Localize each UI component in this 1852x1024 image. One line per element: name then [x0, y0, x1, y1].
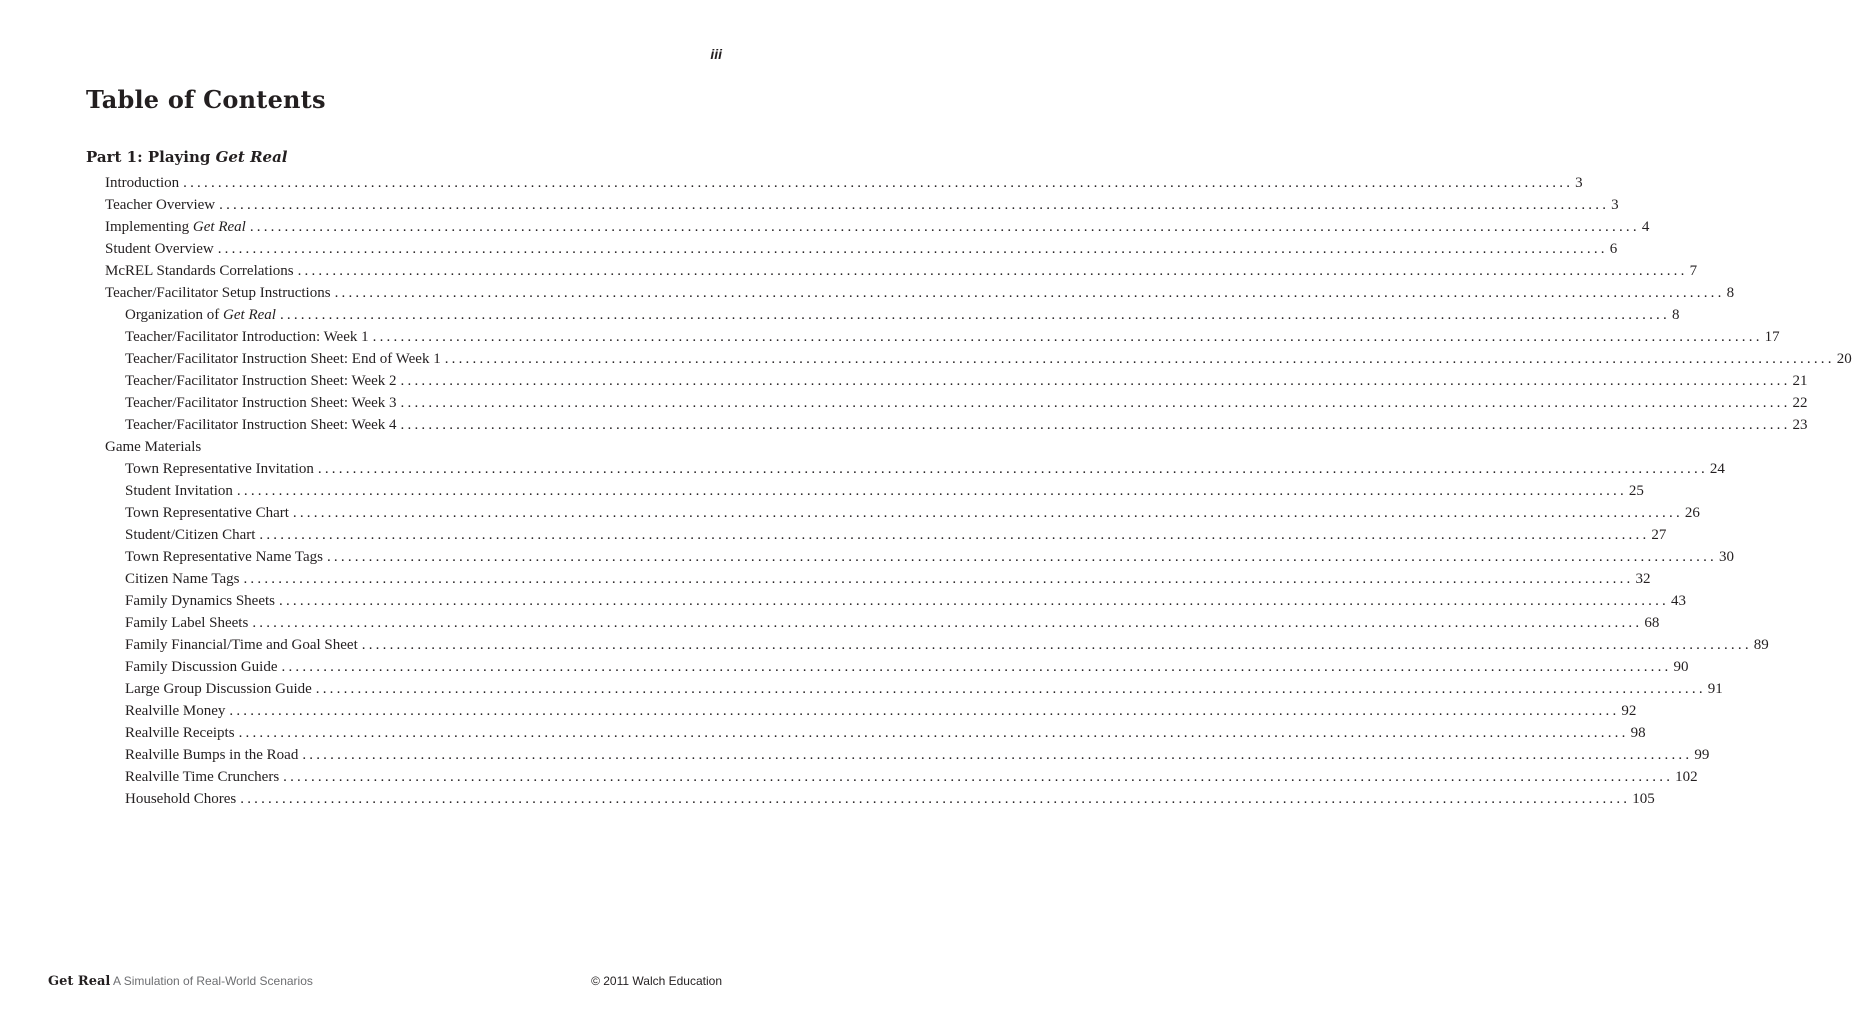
toc-entry-page: 20: [1836, 351, 1852, 367]
toc-entry[interactable]: [125, 612, 1660, 634]
toc-entry-leader: ........................................................................................................................................................................................................: [217, 241, 1608, 257]
toc-entry-label: [125, 722, 235, 744]
page-title: Table of Contents: [86, 85, 326, 114]
toc-entry-page: 8: [1726, 285, 1735, 301]
toc-entry[interactable]: [125, 678, 1723, 700]
toc-entry-label-italic: Get Real: [223, 307, 276, 323]
toc-entry-label: [125, 634, 358, 656]
toc-entry-page: 92: [1621, 703, 1637, 719]
toc-entry-page: 23: [1792, 417, 1808, 433]
toc-entry-label-text: Teacher/Facilitator Instruction Sheet: Week 4: [125, 417, 397, 433]
toc-entry-label-text: Teacher/Facilitator Instruction Sheet: End of Week 1: [125, 351, 441, 367]
toc-entry-label-text: Introduction: [105, 175, 180, 191]
toc-entry[interactable]: [125, 326, 1780, 348]
footer-subtitle: A Simulation of Real-World Scenarios: [113, 974, 313, 988]
toc-entry[interactable]: [125, 788, 1655, 810]
toc-entry-label: [125, 612, 248, 634]
toc-entry-leader: ........................................................................................................................................................................................................: [240, 791, 1631, 807]
toc-entry-leader: ........................................................................................................................................................................................................: [317, 461, 1708, 477]
toc-entry-page: 3: [1611, 197, 1619, 213]
toc-entry-label-text: Game Materials: [105, 439, 202, 455]
toc-entry[interactable]: [105, 238, 1618, 260]
toc-entry-label: [125, 744, 298, 766]
toc-entry-label: [125, 700, 225, 722]
toc-entry-label: [125, 326, 369, 348]
toc-entry-leader: ........................................................................................................................................................................................................: [281, 659, 1672, 675]
toc-entry-label-text: Implementing: [105, 219, 193, 235]
toc-entry-label: [125, 392, 397, 414]
toc-entry-label-text: Realville Bumps in the Road: [125, 747, 299, 763]
toc-entry-leader: ........................................................................................................................................................................................................: [279, 593, 1669, 609]
toc-entry-label: [125, 480, 233, 502]
toc-entry-label: [105, 172, 179, 194]
toc-entry-page: 68: [1644, 615, 1660, 631]
toc-entry-label: [125, 590, 275, 612]
toc-entry-page: 30: [1718, 549, 1734, 565]
toc-entry-label: [125, 766, 279, 788]
toc-entry-label-text: Teacher Overview: [105, 197, 216, 213]
toc-entry[interactable]: [125, 304, 1680, 326]
toc-entry[interactable]: [125, 414, 1808, 436]
footer-brand: Get Real: [48, 974, 111, 989]
toc-entry-label-text: Town Representative Chart: [125, 505, 289, 521]
toc-entry-page: 43: [1671, 593, 1686, 609]
page-number: iii: [710, 46, 722, 62]
toc-entry-label: [125, 370, 397, 392]
toc-entry-page: 90: [1673, 659, 1689, 675]
toc-entry-page: 32: [1635, 571, 1651, 587]
toc-entry[interactable]: [105, 194, 1619, 216]
footer-title: [48, 974, 313, 989]
toc-entry-leader: ........................................................................................................................................................................................................: [229, 703, 1620, 719]
toc-entry-leader: ........................................................................................................................................................................................................: [259, 527, 1650, 543]
toc-entry-label-text: Family Financial/Time and Goal Sheet: [125, 637, 358, 653]
part-heading: [86, 148, 288, 166]
toc-entry-label-text: Realville Time Crunchers: [125, 769, 280, 785]
toc-entry[interactable]: [125, 590, 1686, 612]
toc-entry-leader: ........................................................................................................................................................................................................: [361, 637, 1752, 653]
toc-entry-label-text: Teacher/Facilitator Instruction Sheet: Week 3: [125, 395, 397, 411]
toc-entry-label-text: Family Label Sheets: [125, 615, 249, 631]
part-heading-prefix: Part 1: Playing: [86, 148, 216, 166]
toc-entry-leader: ........................................................................................................................................................................................................: [372, 329, 1763, 345]
toc-entry-leader: ........................................................................................................................................................................................................: [302, 747, 1693, 763]
toc-entry-leader: ........................................................................................................................................................................................................: [326, 549, 1717, 565]
toc-entry-label: [125, 678, 312, 700]
toc-entry-label-text: Student Overview: [105, 241, 214, 257]
toc-entry-leader: ........................................................................................................................................................................................................: [252, 615, 1643, 631]
toc-entry[interactable]: [125, 458, 1725, 480]
toc-entry[interactable]: [125, 392, 1808, 414]
toc-entry-page: 24: [1709, 461, 1725, 477]
toc-entry-label-text: Teacher/Facilitator Instruction Sheet: Week 2: [125, 373, 397, 389]
toc-list: [0, 172, 1852, 810]
toc-entry-label: [125, 524, 255, 546]
toc-entry-label: [125, 502, 289, 524]
toc-entry-label-italic: Get Real: [192, 219, 246, 235]
toc-entry-leader: ........................................................................................................................................................................................................: [279, 307, 1670, 323]
toc-entry-leader: ........................................................................................................................................................................................................: [400, 417, 1791, 433]
toc-entry-label: [105, 238, 214, 260]
toc-entry-page: 102: [1675, 769, 1698, 785]
toc-entry[interactable]: [125, 480, 1644, 502]
toc-entry[interactable]: [125, 722, 1646, 744]
toc-entry-leader: ........................................................................................................................................................................................................: [334, 285, 1725, 301]
toc-entry-leader: ........................................................................................................................................................................................................: [400, 395, 1791, 411]
toc-entry-label: [125, 568, 239, 590]
toc-entry-label-text: Town Representative Name Tags: [125, 549, 323, 565]
toc-entry-page: 8: [1671, 307, 1680, 323]
toc-entry-leader: ........................................................................................................................................................................................................: [292, 505, 1683, 521]
toc-entry-label-text: Student/Citizen Chart: [125, 527, 256, 543]
toc-entry-label: [105, 194, 215, 216]
toc-entry-page: 7: [1689, 263, 1698, 279]
toc-entry[interactable]: [125, 700, 1637, 722]
toc-entry-page: 25: [1628, 483, 1644, 499]
toc-entry-page: 17: [1764, 329, 1780, 345]
toc-entry-leader: ........................................................................................................................................................................................................: [400, 373, 1791, 389]
toc-entry-page: 99: [1694, 747, 1710, 763]
toc-entry-leader: ........................................................................................................................................................................................................: [238, 725, 1629, 741]
toc-entry-page: 26: [1684, 505, 1700, 521]
part-heading-emphasis: Get Real: [215, 148, 288, 166]
toc-entry-label-text: Large Group Discussion Guide: [125, 681, 312, 697]
toc-entry-label-text: Family Discussion Guide: [125, 659, 278, 675]
toc-entry[interactable]: [105, 260, 1698, 282]
toc-entry-label: [125, 458, 314, 480]
toc-entry-leader: ........................................................................................................................................................................................................: [249, 219, 1640, 235]
toc-entry-label-text: Family Dynamics Sheets: [125, 593, 275, 609]
toc-entry-label-text: McREL Standards Correlations: [105, 263, 294, 279]
toc-entry-label: [105, 216, 246, 238]
toc-entry-label-text: Realville Money: [125, 703, 226, 719]
toc-entry-page: 98: [1630, 725, 1646, 741]
toc-entry-page: 3: [1575, 175, 1583, 191]
toc-entry-label: [105, 436, 201, 458]
toc-entry-label: [125, 546, 323, 568]
toc-entry-page: 4: [1641, 219, 1650, 235]
toc-entry[interactable]: [105, 172, 1583, 194]
toc-entry-leader: ........................................................................................................................................................................................................: [283, 769, 1674, 785]
toc-entry[interactable]: [105, 282, 1735, 304]
toc-entry-label: [125, 656, 278, 678]
toc-entry[interactable]: [125, 766, 1698, 788]
toc-entry-leader: ........................................................................................................................................................................................................: [219, 197, 1610, 213]
toc-entry-leader: ........................................................................................................................................................................................................: [243, 571, 1634, 587]
toc-entry-label: [105, 260, 294, 282]
toc-entry-label: [125, 348, 441, 370]
toc-entry-leader: ........................................................................................................................................................................................................: [236, 483, 1627, 499]
toc-entry[interactable]: [105, 436, 625, 458]
toc-entry-page: 21: [1792, 373, 1808, 389]
toc-entry-label: [125, 414, 397, 436]
toc-entry-leader: ........................................................................................................................................................................................................: [315, 681, 1706, 697]
toc-entry-page: 91: [1707, 681, 1723, 697]
toc-entry-page: 105: [1632, 791, 1655, 807]
toc-entry[interactable]: [125, 656, 1689, 678]
toc-entry-page: 22: [1792, 395, 1808, 411]
toc-entry[interactable]: [125, 568, 1651, 590]
toc-entry-label: [125, 788, 236, 810]
toc-entry[interactable]: [125, 634, 1769, 656]
toc-entry[interactable]: [125, 744, 1710, 766]
toc-entry[interactable]: [105, 216, 1650, 238]
toc-entry-leader: ........................................................................................................................................................................................................: [444, 351, 1835, 367]
toc-entry-label-text: Student Invitation: [125, 483, 233, 499]
toc-entry-label: [125, 304, 276, 326]
toc-entry-label-text: Teacher/Facilitator Introduction: Week 1: [125, 329, 369, 345]
toc-entry[interactable]: [125, 348, 1852, 370]
toc-entry[interactable]: [125, 370, 1808, 392]
toc-entry[interactable]: [125, 524, 1667, 546]
toc-entry-page: 89: [1753, 637, 1769, 653]
toc-entry-leader: ........................................................................................................................................................................................................: [297, 263, 1688, 279]
toc-entry-page: 27: [1651, 527, 1667, 543]
toc-entry-leader: ........................................................................................................................................................................................................: [183, 175, 1574, 191]
toc-entry-label-text: Household Chores: [125, 791, 237, 807]
toc-entry-label-text: Organization of: [125, 307, 224, 323]
toc-entry-page: 6: [1609, 241, 1618, 257]
toc-entry[interactable]: [125, 546, 1734, 568]
toc-entry-label-text: Teacher/Facilitator Setup Instructions: [105, 285, 331, 301]
toc-entry[interactable]: [125, 502, 1700, 524]
toc-entry-label-text: Citizen Name Tags: [125, 571, 240, 587]
toc-entry-label-text: Town Representative Invitation: [125, 461, 314, 477]
toc-entry-label-text: Realville Receipts: [125, 725, 235, 741]
footer-copyright: © 2011 Walch Education: [591, 974, 722, 988]
toc-entry-label: [105, 282, 331, 304]
